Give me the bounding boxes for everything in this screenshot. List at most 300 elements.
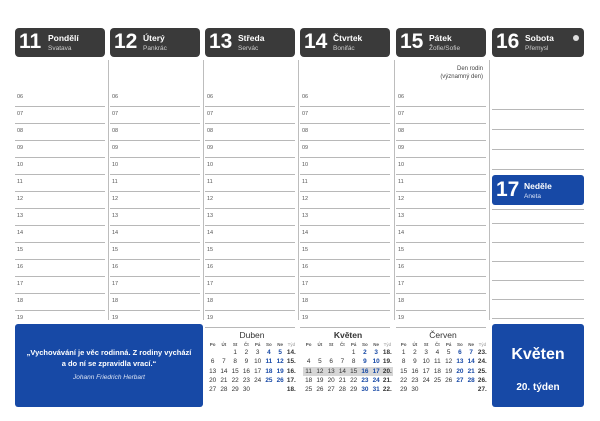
note-line[interactable] — [492, 262, 584, 281]
hour-row[interactable] — [15, 175, 105, 192]
hour-label: 13 — [398, 213, 405, 219]
hour-row[interactable] — [300, 124, 390, 141]
hour-label: 06 — [207, 94, 214, 100]
holiday-note-line2: (významný den) — [440, 74, 483, 80]
calendar-day: 21 — [467, 367, 475, 375]
day-column-saturday — [492, 28, 584, 57]
hour-label: 06 — [302, 94, 309, 100]
hour-row[interactable] — [15, 209, 105, 226]
hour-row[interactable] — [110, 294, 200, 311]
week-number-cell: 20. — [382, 367, 392, 375]
hour-label: 18 — [207, 298, 214, 304]
weekday-header: Ne — [277, 342, 283, 347]
hour-label: 12 — [207, 196, 214, 202]
hour-row[interactable] — [300, 311, 390, 328]
calendar-day: 9 — [363, 358, 367, 366]
calendar-day: 30 — [411, 386, 419, 394]
day-header — [110, 28, 200, 57]
holiday-note — [440, 65, 483, 81]
hour-row[interactable] — [205, 158, 295, 175]
calendar-day: 3 — [374, 349, 378, 357]
calendar-day: 14 — [467, 358, 475, 366]
nameday: Přemysl — [525, 45, 549, 52]
calendar-day: 9 — [413, 358, 417, 366]
note-line[interactable] — [492, 300, 584, 319]
calendar-day: 4 — [306, 358, 311, 366]
hour-row[interactable] — [15, 192, 105, 209]
day-header — [15, 28, 105, 57]
calendar-day: 19 — [316, 377, 324, 385]
calendar-day: 25 — [433, 377, 441, 385]
calendar-day — [303, 348, 314, 357]
week-number-cell: 18. — [382, 349, 392, 357]
holiday-note-line1: Den rodin — [456, 66, 483, 72]
calendar-day: 14 — [337, 367, 348, 376]
calendar-week-row — [207, 357, 297, 366]
day-name: Úterý — [143, 33, 165, 43]
calendar-week-row — [303, 357, 393, 366]
hour-row[interactable] — [15, 90, 105, 107]
hour-label: 18 — [302, 298, 309, 304]
hour-row[interactable] — [205, 209, 295, 226]
note-line[interactable] — [492, 243, 584, 262]
hour-row[interactable] — [396, 141, 486, 158]
hour-row[interactable] — [396, 311, 486, 328]
hour-row[interactable] — [396, 107, 486, 124]
calendar-week-row — [303, 376, 393, 385]
nameday: Servác — [238, 45, 259, 52]
hour-label: 11 — [207, 179, 213, 185]
hour-row[interactable] — [396, 226, 486, 243]
calendar-day: 5 — [446, 349, 451, 357]
hour-row[interactable] — [396, 124, 486, 141]
day-column — [300, 28, 390, 321]
hour-label: 16 — [112, 264, 119, 270]
calendar-day: 15 — [231, 367, 239, 375]
calendar-day: 29 — [231, 386, 239, 394]
calendar-day: 20 — [327, 377, 335, 385]
day-column — [15, 28, 105, 321]
calendar-day: 15 — [400, 367, 408, 375]
calendar-week-row — [207, 367, 297, 376]
hour-label: 19 — [207, 315, 214, 321]
calendar-day — [275, 385, 286, 394]
calendar-day: 2 — [244, 349, 249, 357]
hour-label: 13 — [17, 213, 24, 219]
calendar-day: 26 — [276, 377, 284, 385]
hour-label: 17 — [17, 281, 24, 287]
hour-row[interactable] — [110, 192, 200, 209]
hour-label: 07 — [398, 111, 405, 117]
nameday: Aneta — [524, 193, 541, 200]
hour-row[interactable] — [15, 277, 105, 294]
hour-row[interactable] — [110, 260, 200, 277]
day-name: Středa — [238, 33, 265, 43]
hour-label: 12 — [398, 196, 405, 202]
hour-label: 13 — [302, 213, 309, 219]
hour-label: 10 — [302, 162, 309, 168]
calendar-day: 18 — [265, 367, 273, 375]
calendar-day: 13 — [456, 358, 464, 366]
mini-calendar — [207, 330, 297, 394]
hour-label: 08 — [398, 128, 405, 134]
hour-label: 09 — [112, 145, 119, 151]
calendar-day: 20 — [456, 367, 464, 375]
calendar-day: 21 — [338, 377, 346, 385]
hour-label: 08 — [17, 128, 24, 134]
hour-row[interactable] — [300, 158, 390, 175]
weekday-header: Čt — [340, 342, 345, 347]
weekday-header: Týd — [383, 342, 392, 347]
hour-label: 17 — [112, 281, 119, 287]
calendar-day: 23 — [361, 377, 369, 385]
hour-label: 06 — [398, 94, 405, 100]
hour-label: 11 — [17, 179, 23, 185]
note-line[interactable] — [492, 110, 584, 130]
calendar-day: 10 — [254, 358, 262, 366]
hour-row[interactable] — [15, 243, 105, 260]
calendar-week-row — [303, 367, 393, 376]
calendar-day: 2 — [413, 349, 417, 357]
calendar-day: 7 — [222, 358, 226, 366]
hour-row[interactable] — [110, 90, 200, 107]
week-number-cell: 19. — [382, 358, 392, 366]
calendar-day: 27 — [456, 377, 464, 385]
hour-row[interactable] — [396, 294, 486, 311]
hour-row[interactable] — [396, 175, 486, 192]
hour-row[interactable] — [110, 175, 200, 192]
hour-row[interactable] — [300, 294, 390, 311]
day-number: 11 — [19, 30, 42, 53]
calendar-day: 20 — [209, 377, 217, 385]
calendar-day: 25 — [305, 386, 313, 394]
calendar-day — [432, 385, 443, 394]
hour-label: 19 — [302, 315, 309, 321]
calendar-week-row — [207, 385, 297, 394]
calendar-day: 30 — [242, 386, 250, 394]
hour-row[interactable] — [110, 226, 200, 243]
calendar-day — [454, 385, 465, 394]
hour-row[interactable] — [205, 243, 295, 260]
quote-author: Johann Friedrich Herbart — [73, 374, 145, 381]
hour-label: 15 — [398, 247, 405, 253]
hour-row[interactable] — [205, 226, 295, 243]
hour-label: 12 — [17, 196, 24, 202]
calendar-day: 19 — [276, 367, 284, 375]
hour-row[interactable] — [110, 124, 200, 141]
hour-row[interactable] — [396, 192, 486, 209]
hour-row[interactable] — [205, 277, 295, 294]
note-line[interactable] — [492, 130, 584, 150]
day-name: Pondělí — [48, 33, 79, 43]
week-number-cell: 14. — [286, 349, 296, 357]
calendar-day — [421, 385, 432, 394]
hour-row[interactable] — [205, 90, 295, 107]
mini-calendar-title: Červen — [429, 330, 457, 340]
calendar-day: 24 — [254, 377, 262, 385]
hour-label: 16 — [207, 264, 214, 270]
hour-row[interactable] — [110, 243, 200, 260]
day-name: Neděle — [524, 181, 552, 191]
moon-phase-icon — [573, 35, 579, 41]
hour-label: 11 — [398, 179, 404, 185]
hour-row[interactable] — [15, 294, 105, 311]
calendar-day — [263, 385, 274, 394]
hour-label: 18 — [112, 298, 119, 304]
calendar-day: 30 — [361, 386, 369, 394]
calendar-day: 11 — [303, 367, 314, 376]
calendar-day: 2 — [363, 349, 367, 357]
hour-label: 16 — [17, 264, 24, 270]
day-number: 15 — [400, 30, 424, 53]
hour-label: 14 — [112, 230, 119, 236]
weekday-header: Týd — [287, 342, 296, 347]
calendar-day: 19 — [445, 367, 453, 375]
calendar-day: 26 — [316, 386, 324, 394]
hour-row[interactable] — [205, 311, 295, 328]
calendar-week-row — [398, 348, 488, 357]
hour-row[interactable] — [110, 107, 200, 124]
hour-label: 15 — [302, 247, 309, 253]
weekday-header: Ne — [373, 342, 379, 347]
calendar-day: 5 — [278, 349, 282, 357]
calendar-day: 16 — [359, 367, 370, 376]
hour-label: 06 — [17, 94, 24, 100]
hour-label: 17 — [207, 281, 214, 287]
hour-label: 18 — [17, 298, 24, 304]
hour-row[interactable] — [110, 158, 200, 175]
hour-row[interactable] — [396, 209, 486, 226]
note-line[interactable] — [492, 224, 584, 243]
calendar-week-row — [207, 376, 297, 385]
hour-label: 17 — [398, 281, 405, 287]
calendar-day: 13 — [209, 367, 217, 375]
hour-row[interactable] — [300, 209, 390, 226]
hour-label: 07 — [112, 111, 119, 117]
week-number: 20. týden — [516, 382, 560, 393]
calendar-day: 11 — [434, 358, 441, 366]
hour-label: 08 — [302, 128, 309, 134]
calendar-day: 28 — [338, 386, 346, 394]
calendar-day — [252, 385, 263, 394]
hour-label: 16 — [398, 264, 405, 270]
hour-row[interactable] — [15, 158, 105, 175]
mini-calendar — [303, 330, 393, 394]
hour-label: 15 — [112, 247, 119, 253]
calendar-day: 17 — [371, 367, 382, 376]
calendar-day: 18 — [305, 377, 313, 385]
note-line[interactable] — [492, 281, 584, 300]
day-column — [110, 28, 200, 321]
hour-row[interactable] — [205, 294, 295, 311]
weekday-header: St — [423, 342, 429, 347]
mini-calendar-title: Duben — [239, 330, 265, 340]
column-divider — [108, 60, 109, 320]
calendar-day: 17 — [254, 367, 262, 375]
week-number-cell: 22. — [382, 386, 392, 394]
calendar-day: 28 — [467, 377, 475, 385]
calendar-day: 8 — [401, 358, 406, 366]
hour-row[interactable] — [205, 175, 295, 192]
hour-row[interactable] — [15, 141, 105, 158]
nameday: Žofie/Sofie — [429, 45, 461, 52]
calendar-week-row — [398, 367, 488, 376]
mini-calendar-title: Květen — [333, 330, 363, 340]
calendar-day: 22 — [400, 377, 408, 385]
hour-row[interactable] — [396, 260, 486, 277]
calendar-day: 4 — [435, 349, 440, 357]
hour-row[interactable] — [15, 226, 105, 243]
day-header — [300, 28, 390, 57]
quote-box — [15, 324, 203, 407]
day-number: 12 — [114, 30, 138, 53]
hour-row[interactable] — [396, 158, 486, 175]
hour-label: 19 — [398, 315, 405, 321]
calendar-day: 8 — [233, 358, 237, 366]
weekday-header: Pá — [350, 342, 357, 347]
hour-label: 18 — [398, 298, 405, 304]
calendar-day: 12 — [314, 367, 325, 376]
weekday-header: Čt — [435, 342, 440, 347]
hour-row[interactable] — [15, 107, 105, 124]
hour-row[interactable] — [300, 226, 390, 243]
calendar-day: 23 — [411, 377, 419, 385]
hour-row[interactable] — [396, 90, 486, 107]
hour-label: 17 — [302, 281, 309, 287]
calendar-day: 1 — [401, 349, 406, 357]
hour-label: 08 — [112, 128, 119, 134]
weekday-header: Út — [412, 342, 418, 347]
hour-label: 13 — [207, 213, 214, 219]
calendar-week-row — [398, 376, 488, 385]
hour-row[interactable] — [300, 90, 390, 107]
weekday-header: Út — [221, 342, 227, 347]
hour-row[interactable] — [300, 260, 390, 277]
calendar-day: 29 — [400, 386, 408, 394]
hour-label: 07 — [17, 111, 24, 117]
calendar-week-row — [398, 357, 488, 366]
hour-label: 16 — [302, 264, 309, 270]
hour-row[interactable] — [205, 107, 295, 124]
weekday-header: Čt — [244, 342, 249, 347]
day-name: Sobota — [525, 33, 554, 43]
hour-label: 14 — [398, 230, 405, 236]
calendar-day: 8 — [351, 358, 356, 366]
hour-row[interactable] — [300, 277, 390, 294]
calendar-day — [466, 385, 477, 394]
hour-row[interactable] — [300, 192, 390, 209]
hour-label: 15 — [207, 247, 214, 253]
hour-row[interactable] — [15, 260, 105, 277]
week-number-cell: 21. — [382, 377, 392, 385]
week-number-cell: 16. — [286, 367, 296, 375]
calendar-day — [443, 385, 454, 394]
mini-calendar — [398, 330, 488, 394]
hour-row[interactable] — [205, 192, 295, 209]
hour-label: 13 — [112, 213, 119, 219]
hour-row[interactable] — [300, 107, 390, 124]
calendar-day: 9 — [244, 358, 249, 366]
calendar-day: 16 — [242, 367, 250, 375]
column-divider — [203, 60, 204, 320]
hour-row[interactable] — [205, 124, 295, 141]
hour-row[interactable] — [396, 277, 486, 294]
hour-row[interactable] — [300, 141, 390, 158]
hour-label: 06 — [112, 94, 119, 100]
calendar-day: 16 — [411, 367, 419, 375]
calendar-day: 6 — [458, 349, 462, 357]
calendar-day: 10 — [422, 358, 430, 366]
calendar-day: 5 — [318, 358, 322, 366]
hour-row[interactable] — [205, 260, 295, 277]
day-column — [396, 28, 486, 321]
column-divider — [394, 60, 395, 320]
calendar-day: 22 — [350, 377, 358, 385]
hour-label: 14 — [17, 230, 24, 236]
nameday: Svatava — [48, 45, 72, 52]
hour-label: 07 — [302, 111, 309, 117]
hour-label: 09 — [17, 145, 24, 151]
hour-row[interactable] — [300, 243, 390, 260]
hour-label: 19 — [17, 315, 24, 321]
hour-label: 09 — [398, 145, 405, 151]
day-number: 14 — [304, 30, 328, 53]
weekday-header: Pá — [445, 342, 452, 347]
calendar-day — [207, 348, 218, 357]
calendar-day: 24 — [422, 377, 430, 385]
hour-label: 10 — [17, 162, 24, 168]
week-number-cell: 18. — [286, 386, 296, 394]
week-number-cell: 25. — [477, 367, 487, 375]
note-line[interactable] — [492, 150, 584, 170]
month-title: Květen — [511, 346, 565, 363]
week-number-cell: 27. — [477, 386, 487, 394]
calendar-day — [326, 348, 337, 357]
calendar-week-row — [398, 385, 488, 394]
sunday-header — [492, 175, 584, 205]
calendar-day: 26 — [445, 377, 453, 385]
hour-row[interactable] — [205, 141, 295, 158]
weekday-header: Po — [305, 342, 312, 347]
hour-label: 14 — [207, 230, 214, 236]
hour-label: 15 — [17, 247, 24, 253]
calendar-day: 4 — [267, 349, 271, 357]
hour-row[interactable] — [110, 141, 200, 158]
weekday-header: Út — [317, 342, 323, 347]
day-name: Pátek — [429, 33, 452, 43]
note-line[interactable] — [492, 90, 584, 110]
nameday: Bonifác — [333, 45, 355, 52]
hour-row[interactable] — [110, 209, 200, 226]
hour-row[interactable] — [110, 277, 200, 294]
hour-row[interactable] — [15, 124, 105, 141]
hour-label: 08 — [207, 128, 214, 134]
week-number-cell: 24. — [477, 358, 487, 366]
calendar-day: 15 — [348, 367, 359, 376]
calendar-day — [337, 348, 348, 357]
calendar-day: 13 — [326, 367, 337, 376]
note-line[interactable] — [492, 205, 584, 224]
calendar-day: 23 — [242, 377, 250, 385]
week-number-cell: 23. — [477, 349, 487, 357]
weekday-header: St — [328, 342, 334, 347]
month-box — [492, 324, 584, 407]
calendar-day: 18 — [433, 367, 441, 375]
calendar-day — [314, 348, 325, 357]
hour-row[interactable] — [396, 243, 486, 260]
day-number: 17 — [496, 178, 520, 201]
hour-row[interactable] — [300, 175, 390, 192]
